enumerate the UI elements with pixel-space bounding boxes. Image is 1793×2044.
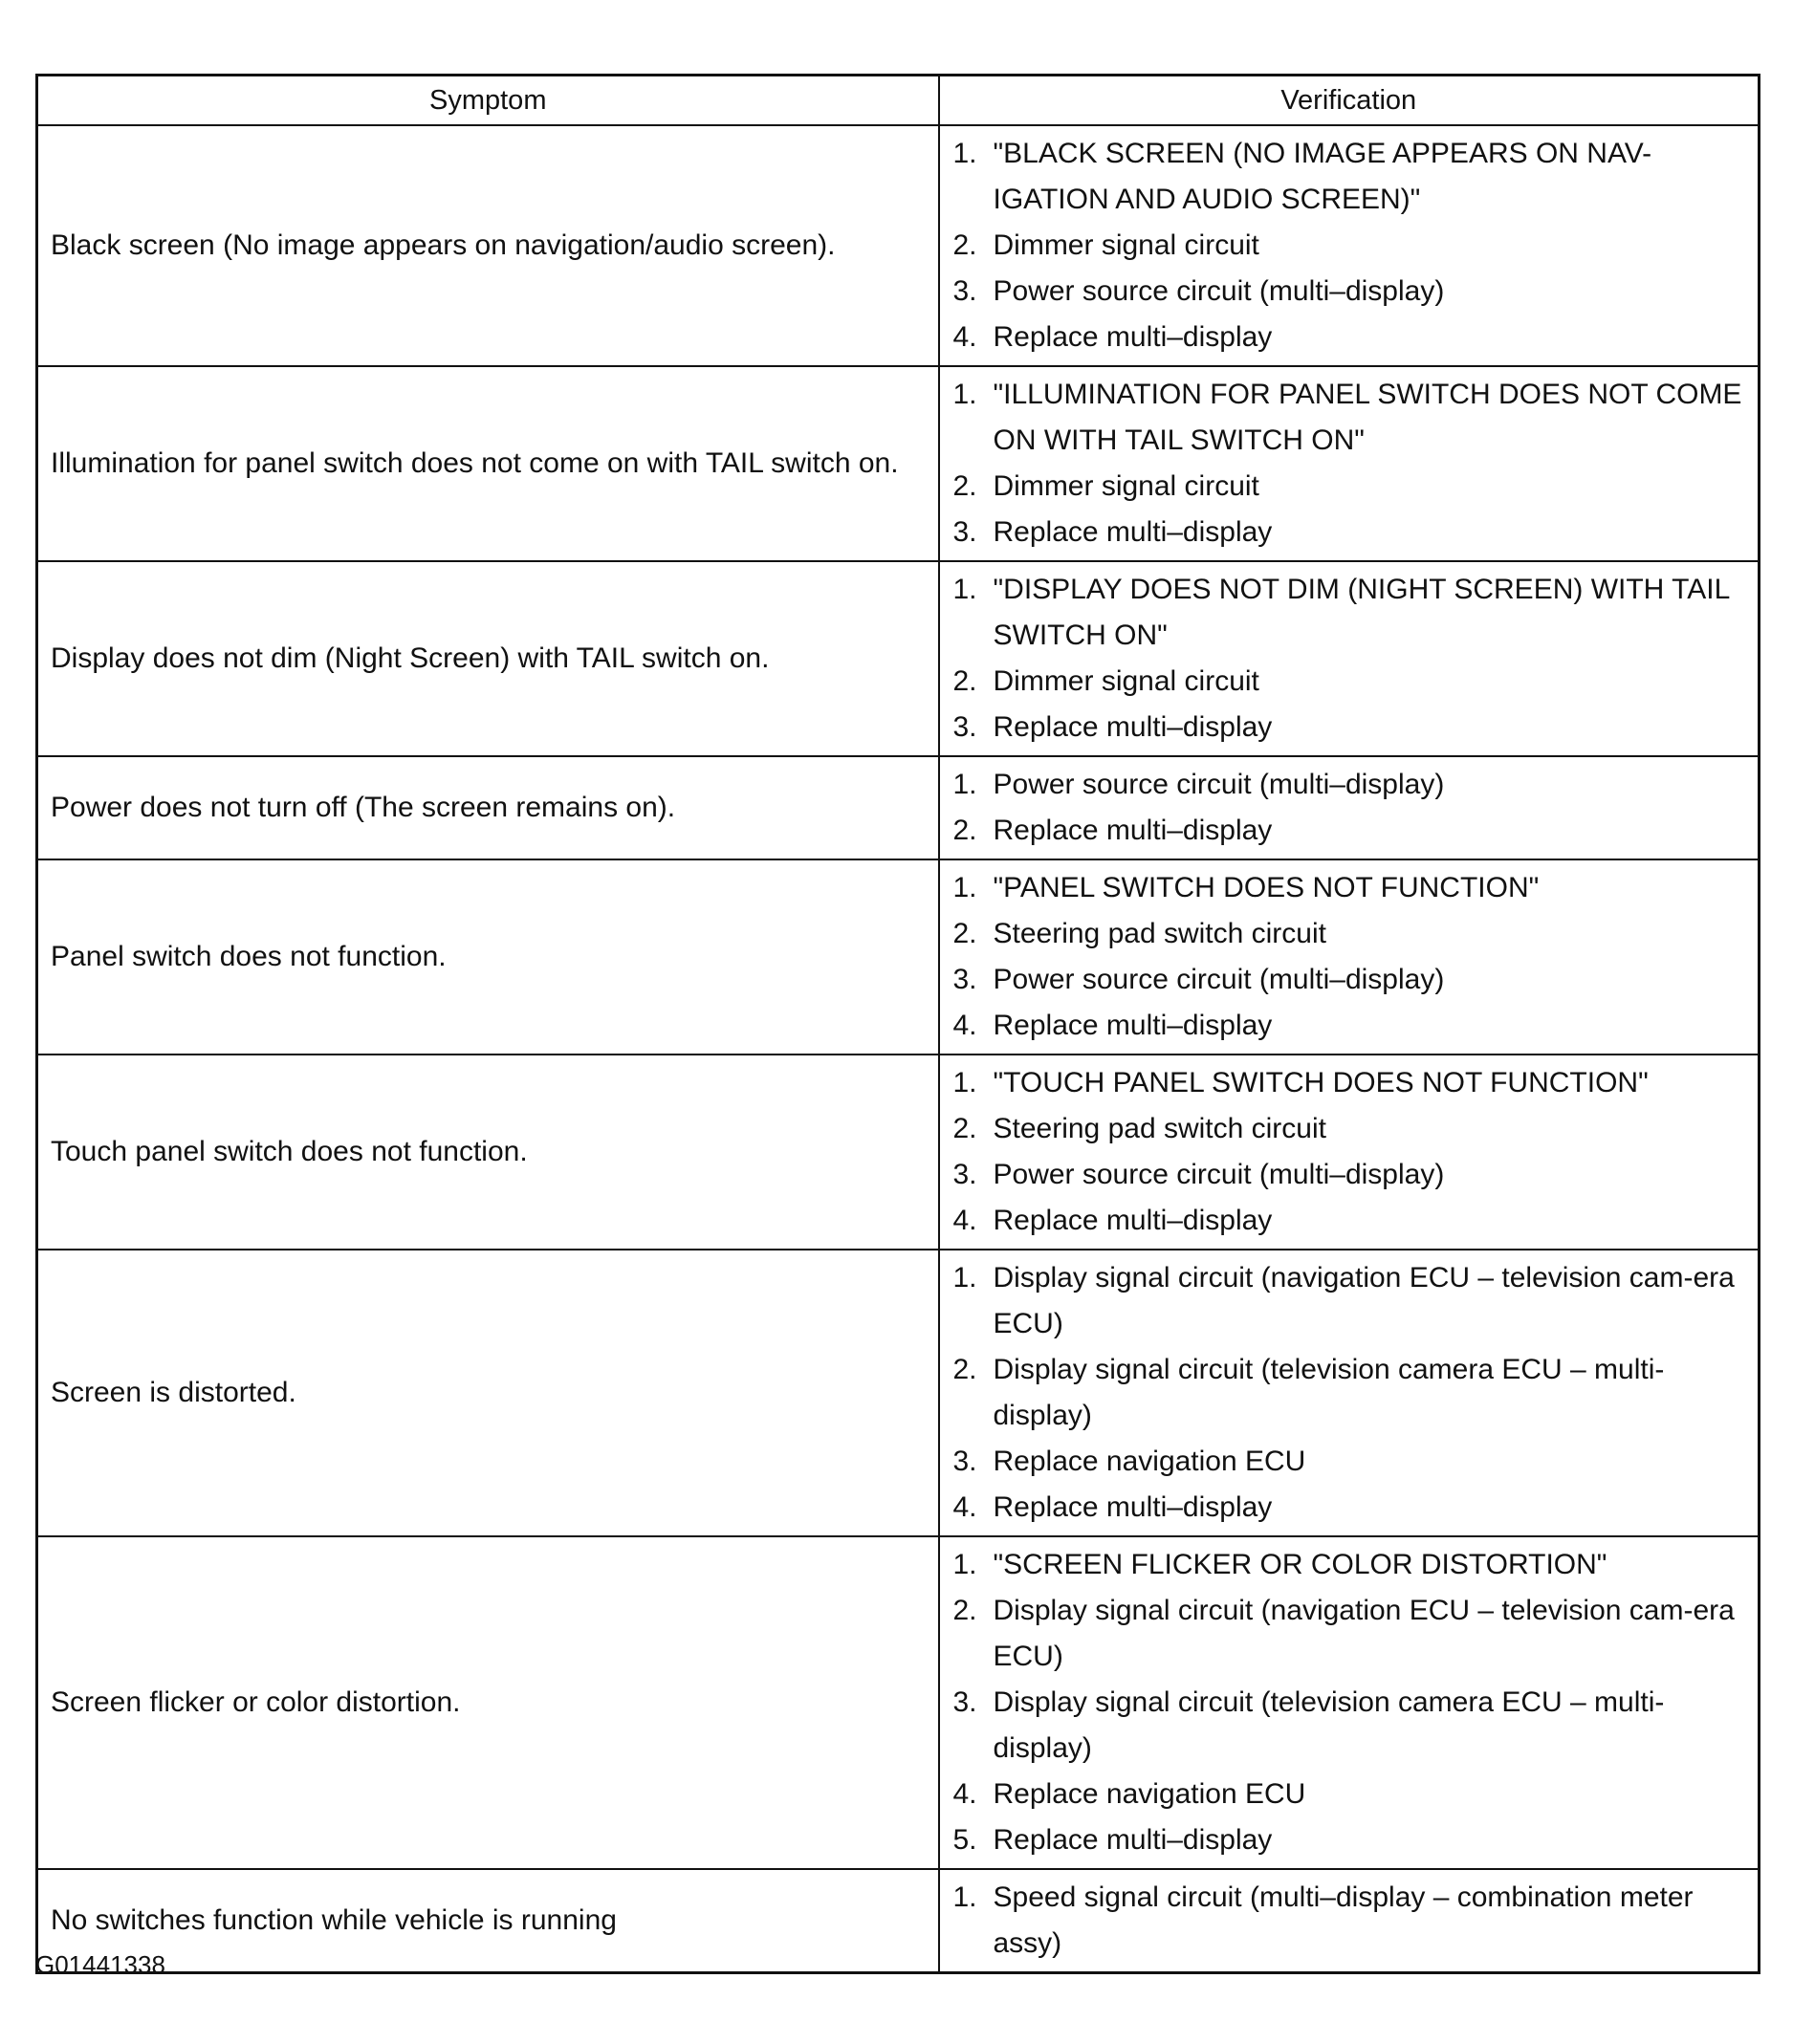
verification-step <box>953 1542 1745 1588</box>
verification-step <box>953 911 1745 957</box>
verification-steps <box>953 762 1745 854</box>
table-row <box>37 756 1760 859</box>
verification-step <box>953 762 1745 808</box>
verification-step <box>953 1875 1745 1967</box>
step-text: "DISPLAY DOES NOT DIM (NIGHT SCREEN) WITH TAIL SWITCH ON" <box>993 574 1730 651</box>
verification-step <box>953 808 1745 854</box>
step-number: 4. <box>952 321 977 353</box>
step-text: Power source circuit (multi–display) <box>993 1159 1445 1190</box>
step-text: Replace multi–display <box>993 815 1273 846</box>
symptom-cell: Touch panel switch does not function. <box>37 1055 939 1250</box>
verification-steps <box>953 865 1745 1049</box>
step-number: 1. <box>952 1067 977 1098</box>
table-row <box>37 859 1760 1055</box>
step-text: Power source circuit (multi–display) <box>993 275 1445 307</box>
step-text: Replace multi–display <box>993 711 1273 743</box>
step-text: Display signal circuit (television camera ECU – multi-display) <box>993 1686 1665 1764</box>
verification-cell <box>939 1869 1760 1973</box>
symptom-cell: Panel switch does not function. <box>37 859 939 1055</box>
symptom-cell: Screen is distorted. <box>37 1250 939 1536</box>
verification-step <box>953 510 1745 555</box>
step-text: Replace multi–display <box>993 516 1273 548</box>
verification-step <box>953 1255 1745 1347</box>
verification-step <box>953 1588 1745 1680</box>
verification-step <box>953 659 1745 705</box>
table-row <box>37 1536 1760 1869</box>
verification-step <box>953 315 1745 360</box>
step-text: "PANEL SWITCH DOES NOT FUNCTION" <box>993 872 1540 903</box>
table-row <box>37 366 1760 561</box>
step-text: Dimmer signal circuit <box>993 229 1259 261</box>
verification-step <box>953 1439 1745 1485</box>
verification-step <box>953 1680 1745 1772</box>
verification-steps <box>953 567 1745 750</box>
step-number: 3. <box>952 516 977 548</box>
verification-step <box>953 464 1745 510</box>
step-text: "ILLUMINATION FOR PANEL SWITCH DOES NOT COME ON WITH TAIL SWITCH ON" <box>993 379 1742 456</box>
table-header-row <box>37 76 1760 126</box>
step-text: Replace multi–display <box>993 1491 1273 1523</box>
verification-step <box>953 1485 1745 1531</box>
step-text: Display signal circuit (navigation ECU – television cam-era ECU) <box>993 1262 1735 1339</box>
step-number: 3. <box>952 1159 977 1190</box>
step-text: Replace multi–display <box>993 321 1273 353</box>
step-text: Display signal circuit (navigation ECU – television cam-era ECU) <box>993 1595 1735 1672</box>
step-number: 1. <box>952 769 977 800</box>
table-body <box>37 125 1760 1973</box>
verification-step <box>953 705 1745 750</box>
step-number: 2. <box>952 229 977 261</box>
verification-steps <box>953 131 1745 360</box>
step-number: 1. <box>952 138 977 169</box>
step-number: 4. <box>952 1010 977 1041</box>
verification-step <box>953 372 1745 464</box>
step-number: 1. <box>952 1881 977 1913</box>
verification-cell <box>939 561 1760 756</box>
verification-step <box>953 269 1745 315</box>
step-number: 2. <box>952 665 977 697</box>
figure-code: G01441338 <box>35 1950 165 1979</box>
step-number: 1. <box>952 574 977 605</box>
step-text: Steering pad switch circuit <box>993 918 1326 949</box>
table-row <box>37 561 1760 756</box>
verification-step <box>953 957 1745 1003</box>
step-text: Dimmer signal circuit <box>993 470 1259 502</box>
step-text: "BLACK SCREEN (NO IMAGE APPEARS ON NAV-IGATION AND AUDIO SCREEN)" <box>993 138 1652 215</box>
symptom-table <box>35 74 1760 1974</box>
step-number: 3. <box>952 964 977 995</box>
step-text: Speed signal circuit (multi–display – combination meter assy) <box>993 1881 1694 1959</box>
symptom-column-header: Symptom <box>37 76 939 126</box>
symptom-cell: No switches function while vehicle is running <box>37 1869 939 1973</box>
table-row <box>37 1869 1760 1973</box>
step-number: 2. <box>952 1595 977 1626</box>
step-text: Display signal circuit (television camera ECU – multi-display) <box>993 1354 1665 1431</box>
verification-steps <box>953 1060 1745 1244</box>
verification-step <box>953 1817 1745 1863</box>
verification-steps <box>953 1875 1745 1967</box>
verification-column-header: Verification <box>939 76 1760 126</box>
verification-step <box>953 1772 1745 1817</box>
verification-step <box>953 1347 1745 1439</box>
step-text: Power source circuit (multi–display) <box>993 769 1445 800</box>
step-number: 4. <box>952 1491 977 1523</box>
verification-step <box>953 567 1745 659</box>
verification-step <box>953 131 1745 223</box>
step-number: 3. <box>952 275 977 307</box>
verification-steps <box>953 1542 1745 1863</box>
step-number: 3. <box>952 1686 977 1718</box>
step-text: Replace multi–display <box>993 1824 1273 1856</box>
step-text: Steering pad switch circuit <box>993 1113 1326 1144</box>
step-text: Power source circuit (multi–display) <box>993 964 1445 995</box>
step-number: 3. <box>952 1446 977 1477</box>
step-number: 2. <box>952 815 977 846</box>
symptom-cell: Display does not dim (Night Screen) with TAIL switch on. <box>37 561 939 756</box>
verification-cell <box>939 1055 1760 1250</box>
symptom-cell: Power does not turn off (The screen remains on). <box>37 756 939 859</box>
verification-step <box>953 1152 1745 1198</box>
verification-step <box>953 1003 1745 1049</box>
verification-cell <box>939 1536 1760 1869</box>
symptom-cell: Screen flicker or color distortion. <box>37 1536 939 1869</box>
step-text: "SCREEN FLICKER OR COLOR DISTORTION" <box>993 1549 1607 1580</box>
verification-step <box>953 1060 1745 1106</box>
step-number: 2. <box>952 918 977 949</box>
verification-cell <box>939 366 1760 561</box>
step-number: 1. <box>952 1549 977 1580</box>
verification-cell <box>939 756 1760 859</box>
step-number: 2. <box>952 1354 977 1385</box>
verification-step <box>953 1106 1745 1152</box>
symptom-cell: Illumination for panel switch does not come on with TAIL switch on. <box>37 366 939 561</box>
verification-step <box>953 223 1745 269</box>
step-text: Replace multi–display <box>993 1010 1273 1041</box>
step-number: 2. <box>952 1113 977 1144</box>
table-row <box>37 1055 1760 1250</box>
step-text: Replace navigation ECU <box>993 1778 1306 1810</box>
symptom-cell: Black screen (No image appears on navigation/audio screen). <box>37 125 939 366</box>
verification-step <box>953 865 1745 911</box>
verification-cell <box>939 125 1760 366</box>
step-number: 2. <box>952 470 977 502</box>
table-row <box>37 125 1760 366</box>
table-row <box>37 1250 1760 1536</box>
step-number: 4. <box>952 1778 977 1810</box>
verification-cell <box>939 1250 1760 1536</box>
step-text: Replace navigation ECU <box>993 1446 1306 1477</box>
step-number: 5. <box>952 1824 977 1856</box>
verification-cell <box>939 859 1760 1055</box>
step-number: 1. <box>952 379 977 410</box>
symptom-verification-sheet <box>35 74 1758 1974</box>
step-number: 4. <box>952 1205 977 1236</box>
step-text: Replace multi–display <box>993 1205 1273 1236</box>
step-number: 1. <box>952 1262 977 1294</box>
verification-steps <box>953 372 1745 555</box>
verification-steps <box>953 1255 1745 1531</box>
step-number: 3. <box>952 711 977 743</box>
verification-step <box>953 1198 1745 1244</box>
step-text: Dimmer signal circuit <box>993 665 1259 697</box>
step-number: 1. <box>952 872 977 903</box>
step-text: "TOUCH PANEL SWITCH DOES NOT FUNCTION" <box>993 1067 1649 1098</box>
